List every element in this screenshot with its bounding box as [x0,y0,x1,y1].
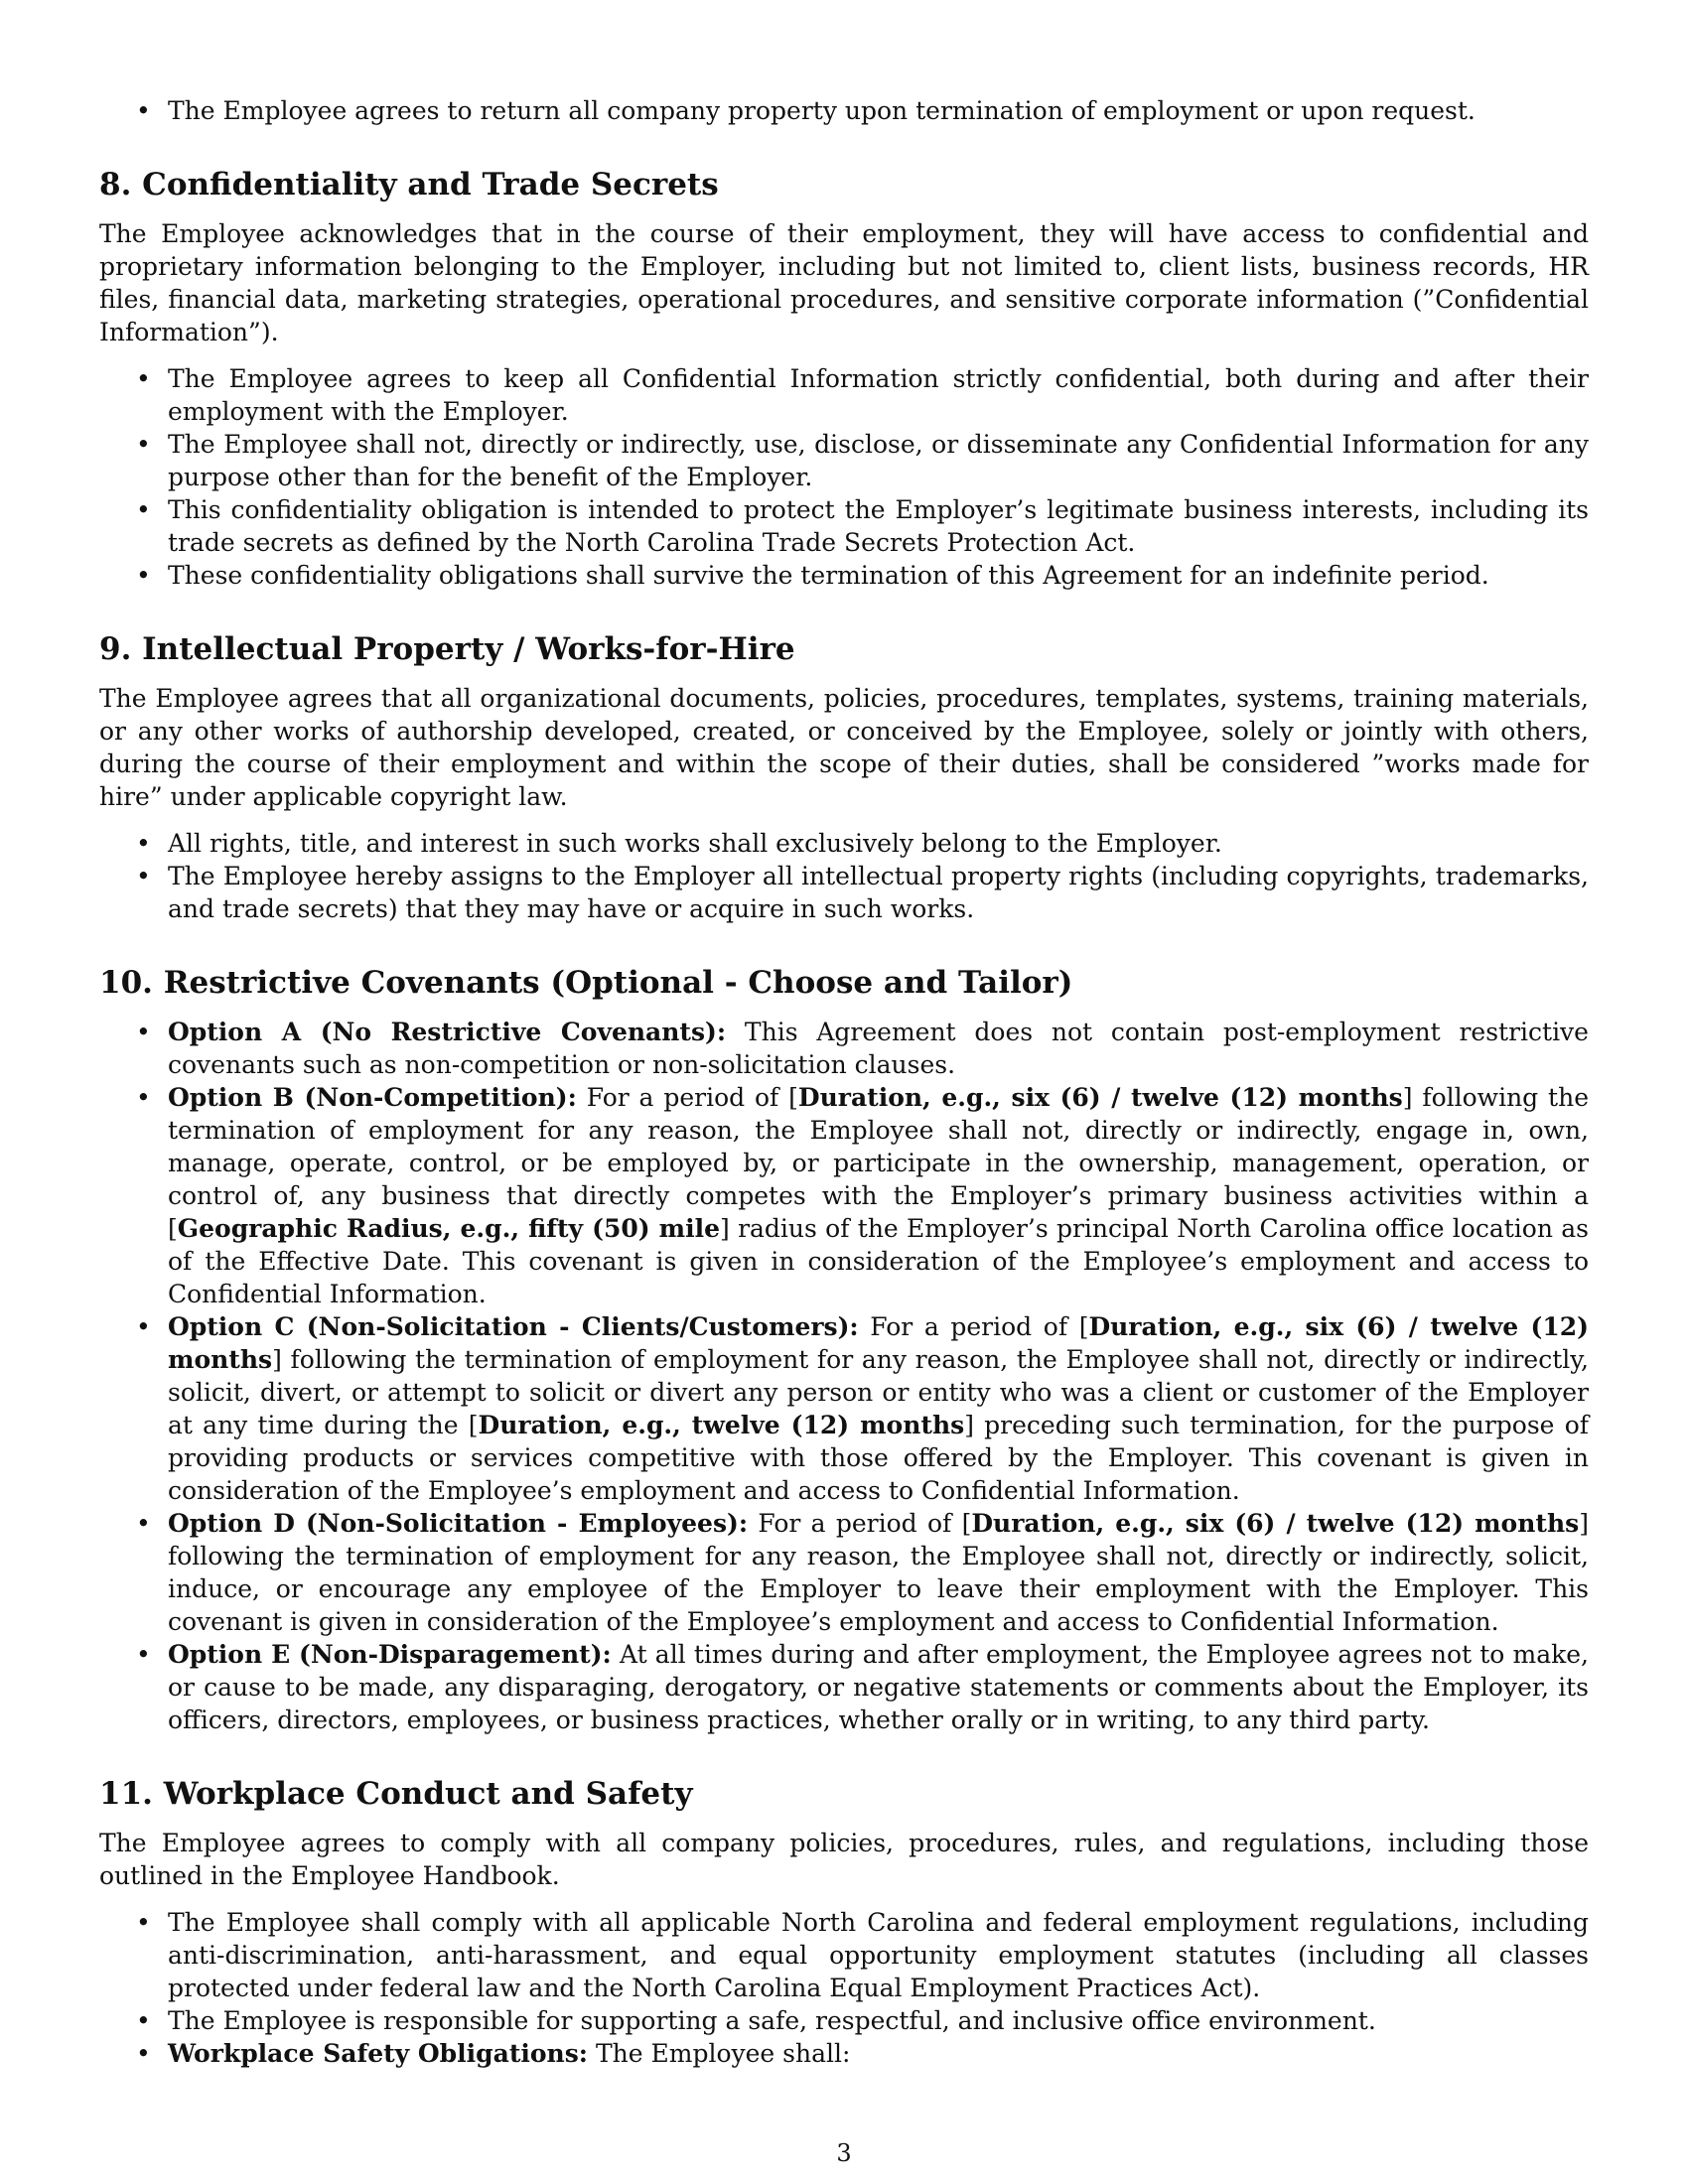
option-a-item [99,1016,1589,1081]
option-b-text: ] following the termination of employment for any reason, the Employee shall not, directly or indirectly, engage in, own, manage, operate, control, or be employed by, or participate in the ownership, management, operation, or control of, any business that directly competes with the Employer’s primary business activities within a [ [168,1083,1589,1243]
list-item: • The Employee hereby assigns to the Employer all intellectual property rights (including copyrights, trademarks, and trade secrets) that they may have or acquire in such works. [99,860,1589,925]
section-11-heading: 11. Workplace Conduct and Safety [99,1776,693,1812]
option-c-label: Option C (Non-Solicitation - Clients/Customers): [168,1312,859,1341]
option-d-text: ] following the termination of employment for any reason, the Employee shall not, directly or indirectly, solicit, induce, or encourage any employee of the Employer to leave their employment with the Employer. This covenant is given in consideration of the Employee’s employment and access to Confidential Information. [168,1509,1589,1636]
section-8-heading: 8. Confidentiality and Trade Secrets [99,167,719,203]
document-page [99,94,1589,2070]
property-return-list [99,94,1589,127]
list-item: • All rights, title, and interest in such works shall exclusively belong to the Employer. [99,827,1589,860]
option-c-text: For a period of [ [858,1312,1089,1341]
section-10-heading: 10. Restrictive Covenants (Optional - Choose and Tailor) [99,965,1073,1001]
section-9-list [99,827,1589,925]
option-c-lookback: Duration, e.g., twelve (12) months [478,1411,965,1439]
page-number: 3 [836,2139,852,2167]
option-b-text: For a period of [ [576,1083,798,1112]
option-c-duration: Duration, e.g., six (6) / twelve (12) months [168,1312,1589,1374]
section-8-list [99,362,1589,592]
list-item: • This confidentiality obligation is intended to protect the Employer’s legitimate business interests, including its trade secrets as defined by the North Carolina Trade Secrets Protection Act. [99,493,1589,559]
option-a-text: This Agreement does not contain post-employment restrictive covenants such as non-competition or non-solicitation clauses. [168,1018,1589,1079]
option-d-text: For a period of [ [748,1509,972,1538]
list-item: • These confidentiality obligations shall survive the termination of this Agreement for an indefinite period. [99,559,1589,592]
section-11-list [99,1906,1589,2070]
list-item: • The Employee shall comply with all applicable North Carolina and federal employment regulations, including anti-discrimination, anti-harassment, and equal opportunity employment statutes (including all classes protected under federal law and the North Carolina Equal Employment Practices Act). [99,1906,1589,2004]
list-item: • The Employee is responsible for supporting a safe, respectful, and inclusive office environment. [99,2004,1589,2037]
option-b-duration: Duration, e.g., six (6) / twelve (12) months [797,1083,1403,1112]
section-11-intro: The Employee agrees to comply with all company policies, procedures, rules, and regulations, including those outlined in the Employee Handbook. [99,1829,1589,1890]
safety-text: The Employee shall: [588,2039,851,2068]
option-b-radius: Geographic Radius, e.g., fifty (50) mile [177,1214,721,1243]
section-9-intro: The Employee agrees that all organizational documents, policies, procedures, templates, systems, training materials, or any other works of authorship developed, created, or conceived by the Employee, solely or jointly with others, during the course of their employment and within the scope of their duties, shall be considered ”works made for hire” under applicable copyright law. [99,684,1589,811]
option-b-item [99,1081,1589,1310]
option-e-item [99,1638,1589,1736]
section-10-list [99,1016,1589,1736]
option-e-text: At all times during and after employment, the Employee agrees not to make, or cause to be made, any disparaging, derogatory, or negative statements or comments about the Employer, its officers, directors, employees, or business practices, whether orally or in writing, to any third party. [168,1640,1589,1734]
option-b-label: Option B (Non-Competition): [168,1083,577,1112]
list-item: • The Employee shall not, directly or indirectly, use, disclose, or disseminate any Confidential Information for any purpose other than for the benefit of the Employer. [99,428,1589,493]
option-c-item [99,1310,1589,1507]
list-item: • The Employee agrees to return all company property upon termination of employment or upon request. [99,94,1589,127]
section-9-heading: 9. Intellectual Property / Works-for-Hire [99,631,795,667]
safety-label: Workplace Safety Obligations: [168,2039,589,2068]
safety-obligations-item [99,2037,1589,2070]
section-8-intro: The Employee acknowledges that in the course of their employment, they will have access to confidential and proprietary information belonging to the Employer, including but not limited to, client lists, business records, HR files, financial data, marketing strategies, operational procedures, and sensitive corporate information (”Confidential Information”). [99,219,1589,346]
list-item: • The Employee agrees to keep all Confidential Information strictly confidential, both during and after their employment with the Employer. [99,362,1589,428]
option-c-text: ] preceding such termination, for the purpose of providing products or services competitive with those offered by the Employer. This covenant is given in consideration of the Employee’s employment and access to Confidential Information. [168,1411,1589,1505]
option-d-label: Option D (Non-Solicitation - Employees): [168,1509,749,1538]
option-b-text: ] radius of the Employer’s principal North Carolina office location as of the Effective Date. This covenant is given in consideration of the Employee’s employment and access to Confidential Information. [168,1214,1589,1308]
option-a-label: Option A (No Restrictive Covenants): [168,1018,727,1046]
option-e-label: Option E (Non-Disparagement): [168,1640,612,1669]
option-d-item [99,1507,1589,1638]
option-d-duration: Duration, e.g., six (6) / twelve (12) months [971,1509,1580,1538]
option-c-text: ] following the termination of employment for any reason, the Employee shall not, directly or indirectly, solicit, divert, or attempt to solicit or divert any person or entity who was a client or customer of the Employer at any time during the [ [168,1345,1589,1439]
